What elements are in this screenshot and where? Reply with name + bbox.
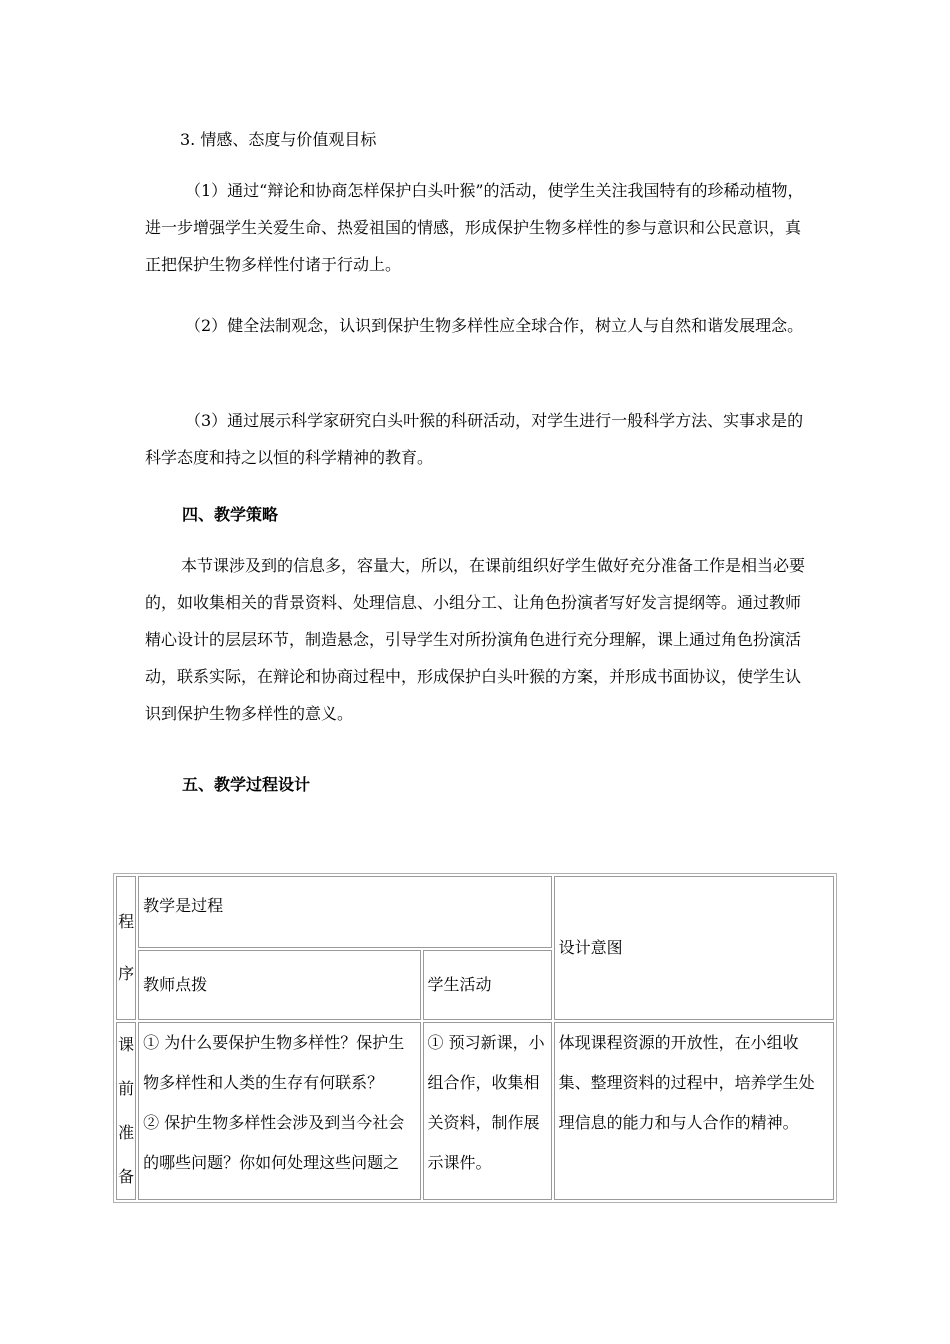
- teacher-header: 教师点拨: [138, 950, 420, 1020]
- design-intent-cell: 体现课程资源的开放性，在小组收集、整理资料的过程中，培养学生处理信息的能力和与人合作的精神。: [554, 1022, 834, 1200]
- program-char: 程: [118, 912, 135, 931]
- teacher-guidance-cell: ① 为什么要保护生物多样性？保护生物多样性和人类的生存有何联系？ ② 保护生物多样性会涉及到当今社会的哪些问题？你如何处理这些问题之: [138, 1022, 420, 1200]
- process-header: 教学是过程: [138, 876, 551, 948]
- program-char: 序: [118, 964, 135, 983]
- stage-char: 备: [118, 1167, 135, 1186]
- section4-body: 本节课涉及到的信息多，容量大，所以，在课前组织好学生做好充分准备工作是相当必要的，如收集相关的背景资料、处理信息、小组分工、让角色扮演者写好发言提纲等。通过教师精心设计的层层环节，制造悬念，引导学生对所扮演角色进行充分理解，课上通过角色扮演活动，联系实际，在辩论和协商过程中，形成保护白头叶猴的方案，并形成书面协议，使学生认识到保护生物多样性的意义。: [145, 556, 806, 723]
- goal-item-2: （2）健全法制观念，认识到保护生物多样性应全球合作，树立人与自然和谐发展理念。: [185, 316, 804, 335]
- student-header: 学生活动: [423, 950, 552, 1020]
- program-column-header: [116, 876, 136, 1020]
- section3-title: 3. 情感、态度与价值观目标: [180, 130, 377, 149]
- process-table: [113, 873, 837, 1203]
- stage-char: 课: [118, 1035, 135, 1054]
- stage-char: 准: [118, 1123, 135, 1142]
- goal-item-3: （3）通过展示科学家研究白头叶猴的科研活动，对学生进行一般科学方法、实事求是的科学态度和持之以恒的科学精神的教育。: [145, 411, 804, 467]
- stage-char: 前: [118, 1079, 135, 1098]
- stage-cell: [116, 1022, 136, 1200]
- section5-heading: 五、教学过程设计: [182, 775, 311, 794]
- design-header: 设计意图: [554, 876, 834, 1020]
- goal-item-1: （1）通过“辩论和协商怎样保护白头叶猴”的活动，使学生关注我国特有的珍稀动植物，进一步增强学生关爱生命、热爱祖国的情感，形成保护生物多样性的参与意识和公民意识，真正把保护生物多样性付诸于行动上。: [145, 181, 804, 274]
- section4-heading: 四、教学策略: [182, 505, 279, 524]
- student-activity-cell: ① 预习新课，小组合作，收集相关资料，制作展示课件。: [423, 1022, 552, 1200]
